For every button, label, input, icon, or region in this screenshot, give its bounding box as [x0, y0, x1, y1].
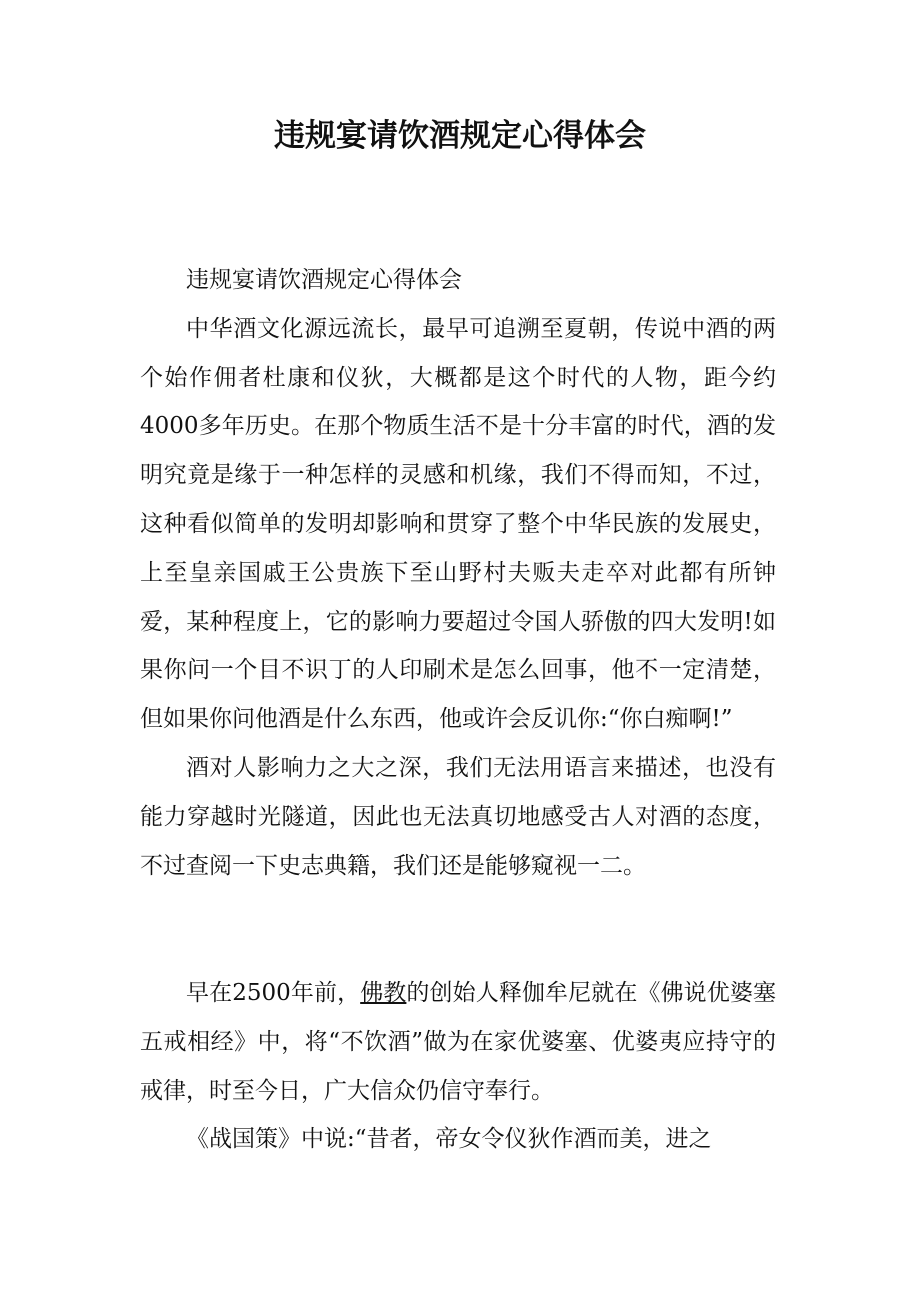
body-section-1	[140, 256, 776, 890]
paragraph-buddhism	[140, 969, 776, 1115]
paragraph-buddhism-lead: 早在2500年前，	[186, 980, 361, 1006]
paragraph-influence: 酒对人影响力之大之深，我们无法用语言来描述，也没有能力穿越时光隧道，因此也无法真切地感受古人对酒的态度，不过查阅一下史志典籍，我们还是能够窥视一二。	[140, 754, 776, 879]
paragraph-history: 中华酒文化源远流长，最早可追溯至夏朝，传说中酒的两个始作佣者杜康和仪狄，大概都是这个时代的人物，距今约4000多年历史。在那个物质生活不是十分丰富的时代，酒的发明究竟是缘于一种怎样的灵感和机缘，我们不得而知，不过，这种看似简单的发明却影响和贯穿了整个中华民族的发展史，上至皇亲国戚王公贵族下至山野村夫贩夫走卒对此都有所钟爱，某种程度上，它的影响力要超过令国人骄傲的四大发明!如果你问一个目不识丁的人印刷术是怎么回事，他不一定清楚，但如果你问他酒是什么东西，他或许会反讥你:“你白痴啊!”	[140, 315, 776, 733]
paragraph-buddhism-rest: 的创始人释伽牟尼就在《佛说优婆塞五戒相经》中，将“不饮酒”做为在家优婆塞、优婆夷应持守的戒律，时至今日，广大信众仍信守奉行。	[140, 980, 777, 1104]
buddhism-link[interactable]: 佛教	[360, 980, 407, 1006]
body-section-2	[140, 969, 776, 1164]
paragraph-subtitle: 违规宴请饮酒规定心得体会	[186, 267, 462, 293]
document-title: 违规宴请饮酒规定心得体会	[274, 118, 646, 154]
paragraph-zhanguoce: 《战国策》中说:“昔者，帝女令仪狄作酒而美，进之	[186, 1126, 712, 1153]
